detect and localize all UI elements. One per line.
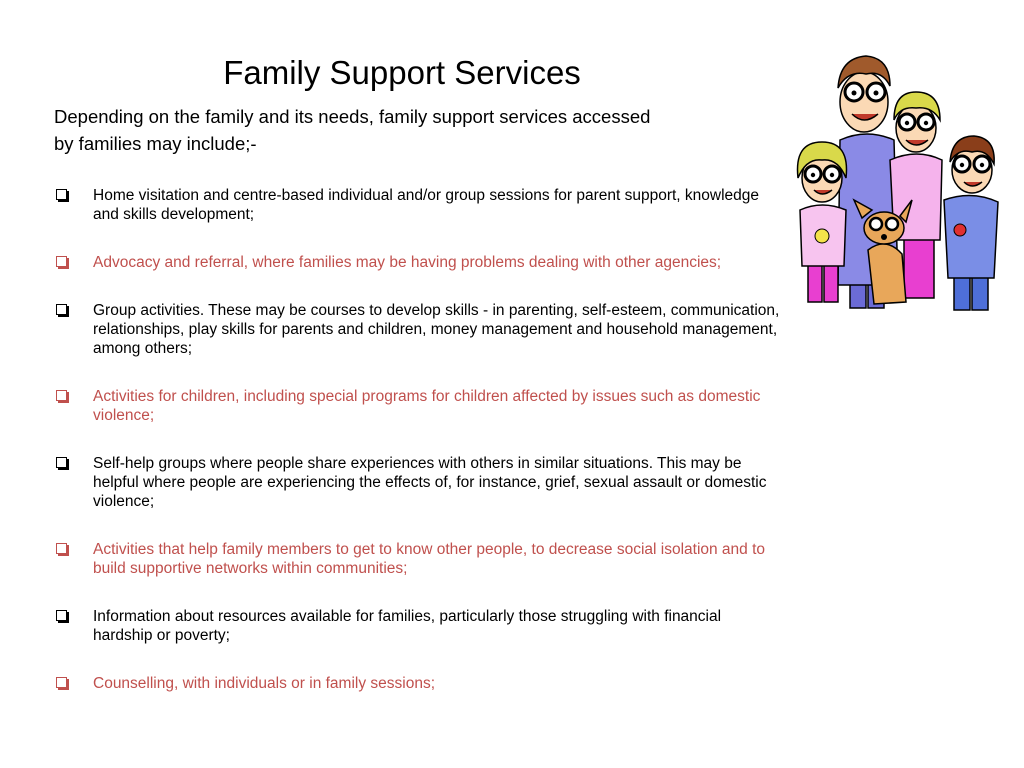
list-item	[54, 387, 782, 425]
list-item	[54, 607, 782, 645]
list-item-text: Counselling, with individuals or in family sessions;	[93, 675, 436, 692]
list-item	[54, 253, 782, 272]
intro-line-2: by families may include;-	[54, 133, 257, 154]
list-item-text: Group activities. These may be courses to develop skills - in parenting, self-esteem, communication, relationships, play skills for parents and children, money management and household management, among others;	[93, 302, 780, 357]
list-item-text: Information about resources available for families, particularly those struggling with financial hardship or poverty;	[93, 608, 722, 644]
list-item-text: Home visitation and centre-based individual and/or group sessions for parent support, knowledge and skills development;	[93, 187, 760, 223]
list-item-text: Activities for children, including special programs for children affected by issues such as domestic violence;	[93, 388, 761, 424]
checkbox-bullet-icon	[56, 256, 67, 267]
checkbox-bullet-icon	[56, 390, 67, 401]
family-with-dog-cartoon-icon	[782, 40, 1004, 320]
list-item-text: Activities that help family members to get to know other people, to decrease social isolation and to build supportive networks within communities;	[93, 541, 766, 577]
list-item	[54, 454, 782, 511]
list-item	[54, 301, 782, 358]
list-item	[54, 186, 782, 224]
checkbox-bullet-icon	[56, 304, 67, 315]
slide-title: Family Support Services	[223, 54, 581, 91]
checkbox-bullet-icon	[56, 457, 67, 468]
list-item	[54, 540, 782, 578]
list-item-text: Self-help groups where people share experiences with others in similar situations. This may be helpful where people are experiencing the effects of, for instance, grief, sexual assault or domestic violence;	[93, 455, 767, 510]
checkbox-bullet-icon	[56, 610, 67, 621]
checkbox-bullet-icon	[56, 189, 67, 200]
intro-text	[54, 103, 774, 157]
intro-line-1: Depending on the family and its needs, family support services accessed	[54, 106, 651, 127]
services-list	[54, 186, 782, 722]
checkbox-bullet-icon	[56, 543, 67, 554]
boy-figure	[944, 136, 998, 310]
list-item	[54, 674, 782, 693]
checkbox-bullet-icon	[56, 677, 67, 688]
list-item-text: Advocacy and referral, where families may be having problems dealing with other agencies;	[93, 254, 722, 271]
